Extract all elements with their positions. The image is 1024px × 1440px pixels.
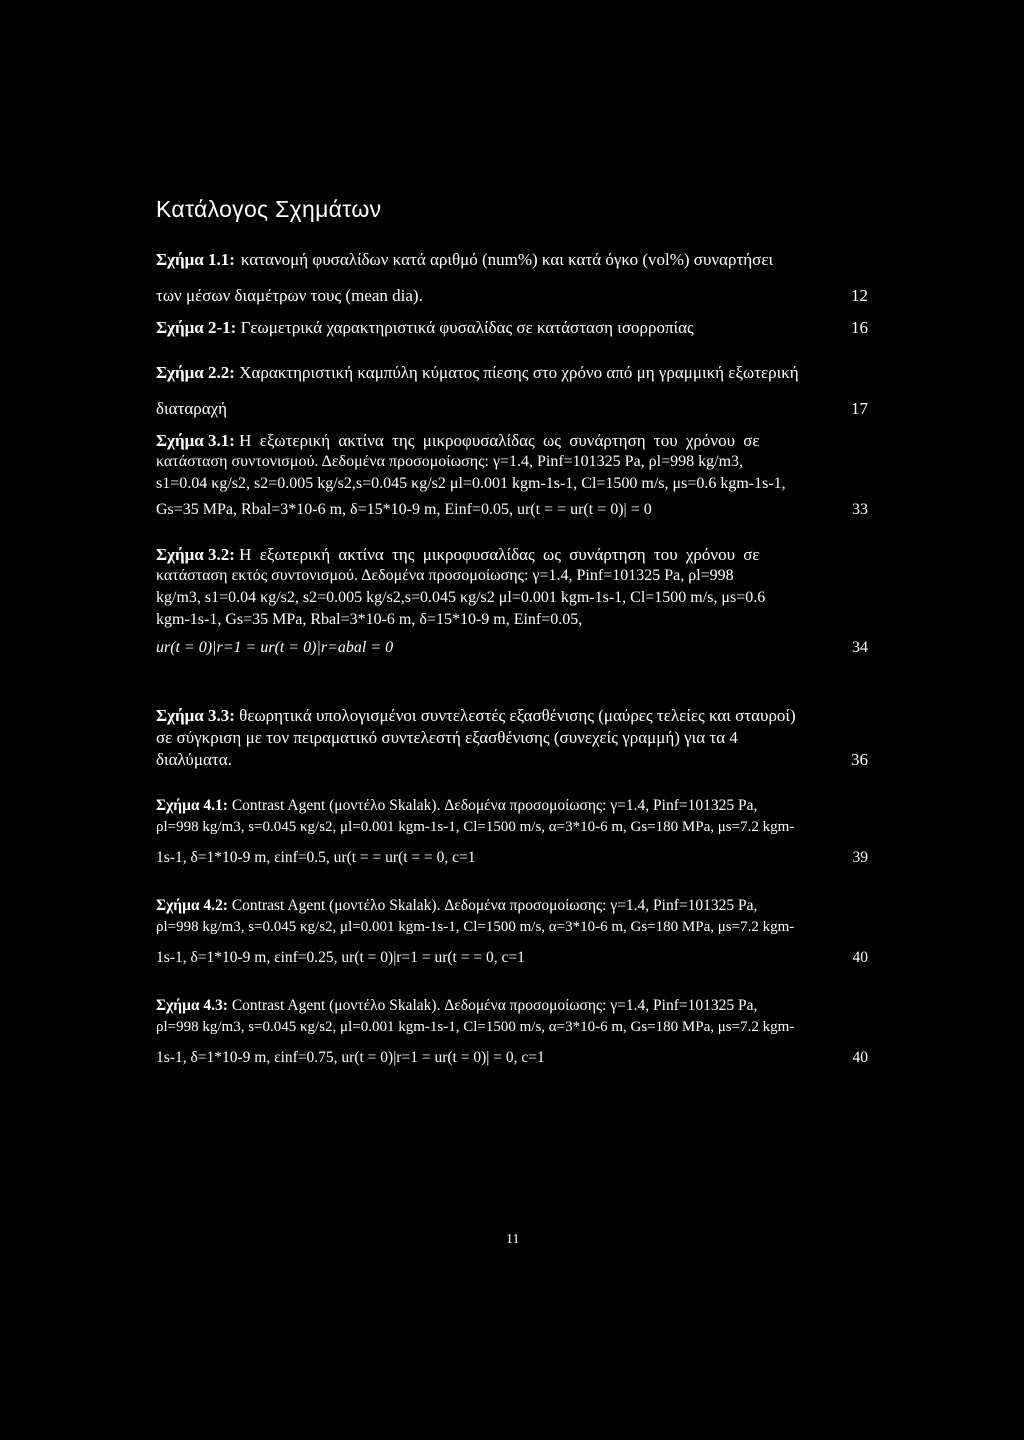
entry-text: κατανομή φυσαλίδων κατά αριθμό (num%) και κατά όγκο (vol%) συναρτήσει: [240, 250, 774, 269]
entry-line: [156, 286, 868, 308]
page-ref: 36: [851, 750, 868, 769]
entry-line: [156, 589, 868, 611]
entry-line: [156, 1049, 868, 1071]
entry-line: [156, 501, 868, 523]
page-ref: 16: [851, 318, 868, 337]
entry-text: Contrast Agent (μοντέλο Skalak). Δεδομένα προσομοίωσης: γ=1.4, Pinf=101325 Pa,: [231, 897, 758, 914]
entry-line: [156, 363, 868, 385]
entry-line: [156, 919, 868, 941]
entry-text: διαταραχή: [156, 399, 228, 418]
entry-text: κατάσταση εκτός συντονισμού. Δεδομένα προσομοίωσης: γ=1.4, Pinf=101325 Pa, ρl=998: [156, 567, 734, 584]
entry-text: kgm-1s-1, Gs=35 MPa, Rbal=3*10-6 m, δ=15*10-9 m, Einf=0.05,: [156, 611, 583, 628]
entry-line: [156, 567, 868, 589]
figure-entry-2-2: [156, 363, 868, 421]
entry-line: [156, 545, 868, 567]
page-ref: 40: [852, 1049, 868, 1066]
page-number: 11: [506, 1232, 520, 1247]
entry-line: [156, 431, 868, 453]
entry-line: [156, 639, 868, 661]
entry-line: [156, 819, 868, 841]
document-page: [156, 0, 868, 1440]
formula: ur(t = 0)|r=1 = ur(t = 0)|r=abal = 0: [156, 639, 394, 656]
entry-line: [156, 475, 868, 497]
page-ref: 33: [852, 501, 868, 518]
figure-label: Σχήμα 4.2:: [156, 897, 228, 914]
entry-text: Χαρακτηριστική καμπύλη κύματος πίεσης στο χρόνο από μη γραμμική εξωτερική: [239, 363, 799, 382]
entry-text: ρl=998 kg/m3, s=0.045 κg/s2, μl=0.001 kgm-1s-1, Cl=1500 m/s, α=3*10-6 m, Gs=180 MPa, μs=7.2 kgm-: [156, 819, 795, 835]
figure-label: Σχήμα 2.2:: [156, 363, 235, 382]
entry-text: Contrast Agent (μοντέλο Skalak). Δεδομένα προσομοίωσης: γ=1.4, Pinf=101325 Pa,: [231, 797, 758, 814]
entry-text: των μέσων διαμέτρων τους (mean dia).: [156, 286, 423, 305]
entry-text: Contrast Agent (μοντέλο Skalak). Δεδομένα προσομοίωσης: γ=1.4, Pinf=101325 Pa,: [231, 997, 758, 1014]
entry-line: [156, 611, 868, 633]
entry-text: σε σύγκριση με τον πειραματικό συντελεστή εξασθένισης (συνεχείς γραμμή) για τα 4: [156, 728, 738, 747]
entry-text: 1s-1, δ=1*10-9 m, εinf=0.25, ur(t = 0)|r=1 = ur(t = = 0, c=1: [156, 949, 525, 966]
figure-entry-2-1: [156, 318, 868, 340]
entry-text: Η εξωτερική ακτίνα της μικροφυσαλίδας ως συνάρτηση του χρόνου σε: [239, 545, 760, 564]
page-ref: 39: [852, 849, 868, 866]
figure-label: Σχήμα 3.3:: [156, 706, 235, 725]
page-ref: 17: [851, 399, 868, 418]
entry-line: [156, 318, 868, 340]
figure-entry-4-3: [156, 997, 868, 1071]
entry-line: [156, 399, 868, 421]
entry-line: [156, 897, 868, 919]
page-ref: 40: [852, 949, 868, 966]
entry-text: διαλύματα.: [156, 750, 232, 769]
entry-line: [156, 750, 868, 772]
entry-text: θεωρητικά υπολογισμένοι συντελεστές εξασθένισης (μαύρες τελείες και σταυροί): [239, 706, 796, 725]
entry-line: [156, 849, 868, 871]
figure-entry-3-1: [156, 431, 868, 523]
entry-line: [156, 706, 868, 728]
page-title: Κατάλογος Σχημάτων: [156, 196, 382, 222]
figure-label: Σχήμα 4.1:: [156, 797, 228, 814]
figure-entry-4-2: [156, 897, 868, 971]
page-ref: 34: [852, 639, 868, 656]
entry-line: [156, 997, 868, 1019]
figure-entry-4-1: [156, 797, 868, 871]
entry-text: κατάσταση συντονισμού. Δεδομένα προσομοίωσης: γ=1.4, Pinf=101325 Pa, ρl=998 kg/m3,: [156, 453, 744, 470]
entry-text: Η εξωτερική ακτίνα της μικροφυσαλίδας ως συνάρτηση του χρόνου σε: [239, 431, 760, 450]
entry-line: [156, 1019, 868, 1041]
entry-text: Gs=35 MPa, Rbal=3*10-6 m, δ=15*10-9 m, Einf=0.05, ur(t = = ur(t = 0)| = 0: [156, 501, 652, 518]
entry-line: [156, 453, 868, 475]
figure-entry-3-2: [156, 545, 868, 661]
entry-line: [156, 949, 868, 971]
entry-line: [156, 797, 868, 819]
entry-text: ρl=998 kg/m3, s=0.045 κg/s2, μl=0.001 kgm-1s-1, Cl=1500 m/s, α=3*10-6 m, Gs=180 MPa, μs=7.2 kgm-: [156, 1019, 795, 1035]
entry-text: 1s-1, δ=1*10-9 m, εinf=0.5, ur(t = = ur(t = = 0, c=1: [156, 849, 476, 866]
figure-label: Σχήμα 4.3:: [156, 997, 228, 1014]
figure-label: Σχήμα 3.2:: [156, 545, 235, 564]
entry-text: ρl=998 kg/m3, s=0.045 κg/s2, μl=0.001 kgm-1s-1, Cl=1500 m/s, α=3*10-6 m, Gs=180 MPa, μs=7.2 kgm-: [156, 919, 795, 935]
figure-label: Σχήμα 3.1:: [156, 431, 235, 450]
entry-text: 1s-1, δ=1*10-9 m, εinf=0.75, ur(t = 0)|r=1 = ur(t = 0)| = 0, c=1: [156, 1049, 545, 1066]
entry-text: kg/m3, s1=0.04 κg/s2, s2=0.005 kg/s2,s=0.045 κg/s2 μl=0.001 kgm-1s-1, Cl=1500 m/s, μs=0.6: [156, 589, 766, 606]
entry-line: [156, 728, 868, 750]
entry-line: [156, 250, 868, 272]
figure-entry-3-3: [156, 706, 868, 772]
figure-label: Σχήμα 1.1:: [156, 250, 235, 269]
figure-label: Σχήμα 2-1:: [156, 318, 237, 337]
figure-entry-1-1: [156, 250, 868, 308]
entry-text: Γεωμετρικά χαρακτηριστικά φυσαλίδας σε κατάσταση ισορροπίας: [240, 318, 694, 337]
page-ref: 12: [851, 286, 868, 305]
entry-text: s1=0.04 κg/s2, s2=0.005 kg/s2,s=0.045 κg/s2 μl=0.001 kgm-1s-1, Cl=1500 m/s, μs=0.6 kgm-1s-1,: [156, 475, 786, 492]
